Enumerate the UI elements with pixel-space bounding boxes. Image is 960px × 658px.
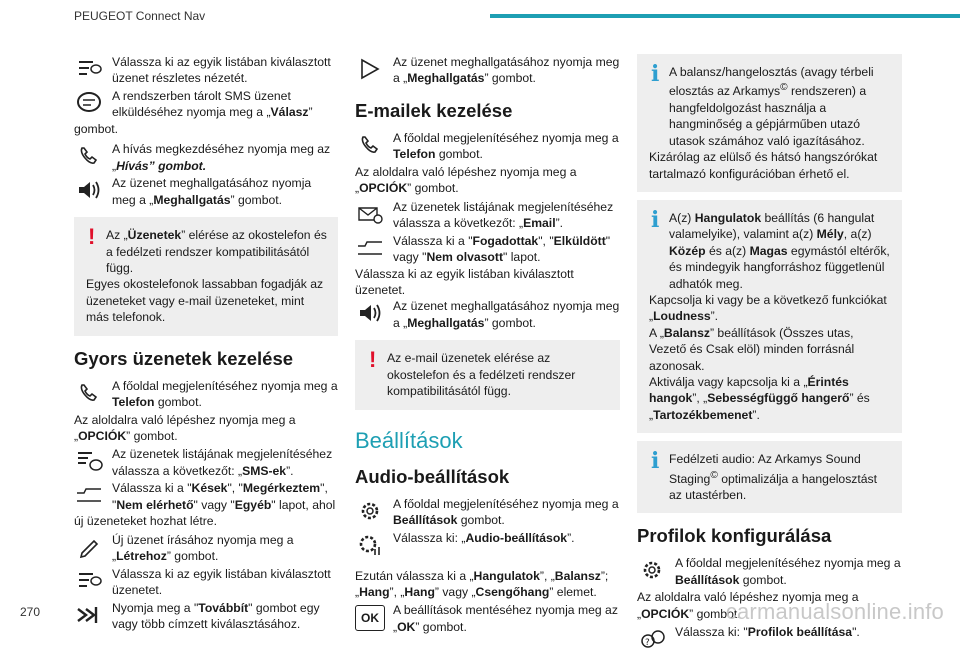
step-text: A hívás megkezdéséhez nyomja meg az „Hívás” gombot. <box>112 142 331 173</box>
note-text: Az „Üzenetek” elérése az okostelefon és a fedélzeti rendszer kompatibilitásától függ. <box>106 228 327 276</box>
section-heading-audio: Audio-beállítások <box>355 465 510 487</box>
step-row <box>355 130 620 164</box>
step-text: A főoldal megjelenítéséhez nyomja meg a Telefon gombot. <box>112 378 338 410</box>
step-text: A főoldal megjelenítéséhez nyomja meg a Telefon gombot. <box>393 131 619 162</box>
profile-icon[interactable] <box>637 625 667 653</box>
step-text: Válassza ki az egyik listában kiválasztott üzenetet. <box>112 566 331 598</box>
note-text: Fedélzeti audio: Az Arkamys Sound Staging© optimalizálja a hangelosztást az utastérben. <box>669 452 878 503</box>
message-list-icon[interactable] <box>74 567 104 595</box>
step-text-plain: Az aloldalra való lépéshez nyomja meg a „OPCIÓK” gombot. <box>355 165 577 196</box>
step-row <box>74 480 338 513</box>
header-title: PEUGEOT Connect Nav <box>74 9 206 23</box>
chapter-heading-settings: Beállítások <box>355 427 463 453</box>
step-row <box>74 532 338 566</box>
step-text-plain: Válassza ki az egyik listában kiválasztott üzenetet. <box>355 266 574 298</box>
section-heading-quick-messages: Gyors üzenetek kezelése <box>74 347 294 369</box>
step-text: Az üzenetek listájának megjelenítéséhez válassza a következőt: „Email”. <box>393 199 614 231</box>
step-text: Az üzenet meghallgatásához nyomja meg a „Meghallgatás” gombot. <box>393 55 620 86</box>
step-row <box>355 233 620 266</box>
step-text: Az üzenet meghallgatásához nyomja meg a „Meghallgatás” gombot. <box>393 299 620 330</box>
step-row <box>74 141 338 175</box>
step-text: A főoldal megjelenítéséhez nyomja meg a Beállítások gombot. <box>393 496 619 528</box>
pen-icon[interactable] <box>74 533 104 561</box>
ok-button-icon[interactable] <box>355 603 385 631</box>
step-text: A rendszerben tárolt SMS üzenet elküldéséhez nyomja meg a „Válasz” <box>112 89 313 120</box>
gear-icon[interactable] <box>637 556 667 584</box>
step-row <box>74 88 338 121</box>
watermark: carmanualsonline.info <box>725 599 944 624</box>
step-row <box>74 54 338 88</box>
step-row <box>355 530 620 564</box>
info-note <box>637 54 902 192</box>
note-text: A(z) Hangulatok beállítás (6 hangulat valamelyike), valamint a(z) Mély, a(z) Közép és a(z) Magas egymástól eltérők, és mindegyik hangforráshoz függetlenül adhatók meg. <box>669 210 890 291</box>
step-text-plain: Az aloldalra való lépéshez nyomja meg a „OPCIÓK” gombot. <box>637 590 859 621</box>
step-text-plain: Ezután válassza ki a „Hangulatok”, „Balansz”; „Hang”, „Hang” vagy „Csengőhang” elemet. <box>355 568 609 600</box>
reply-bubble-icon[interactable] <box>74 89 104 117</box>
step-row <box>74 378 338 412</box>
warning-icon: ! <box>88 224 96 250</box>
note-text: A „Balansz” beállítások (Összes utas, Vezető és Csak elöl) minden forrásnál azonosak. <box>649 325 855 373</box>
step-text: Válassza ki: "Profilok beállítása". <box>675 625 860 640</box>
step-row <box>637 555 902 589</box>
column-left <box>74 54 338 634</box>
step-text: Válassza ki a "Fogadottak", "Elküldött" vagy "Nem olvasott" lapot. <box>393 233 611 265</box>
step-text: Válassza ki az egyik listában kiválasztott üzenet részletes nézetét. <box>112 55 331 86</box>
step-text: Válassza ki: „Audio-beállítások”. <box>393 530 575 545</box>
gear-icon[interactable] <box>355 497 385 525</box>
phone-call-icon[interactable] <box>355 131 385 159</box>
svg-text:?: ? <box>645 638 650 649</box>
message-list-icon[interactable] <box>74 55 104 83</box>
column-right <box>637 54 902 658</box>
note-text: Kizárólag az elülső és hátsó hangszórókat tartalmazó konfigurációban érhető el. <box>649 150 878 181</box>
speaker-icon[interactable] <box>355 299 385 327</box>
note-text: Az e-mail üzenetek elérése az okostelefon és a fedélzeti rendszer kompatibilitásától függ. <box>387 351 576 399</box>
play-icon[interactable] <box>355 55 385 83</box>
speaker-icon[interactable] <box>74 176 104 204</box>
step-row <box>74 175 338 209</box>
tab-selector-icon[interactable] <box>74 481 104 509</box>
info-icon: i <box>651 206 660 233</box>
step-row <box>355 199 620 233</box>
step-text-wrap: új üzeneteket hozhat létre. <box>74 514 217 529</box>
info-note <box>637 441 902 513</box>
info-icon: i <box>651 61 660 87</box>
step-text: Az üzenet meghallgatásához nyomja meg a „Meghallgatás” gombot. <box>112 176 312 207</box>
email-icon[interactable] <box>355 200 385 228</box>
step-row <box>355 54 620 88</box>
section-heading-profiles: Profilok konfigurálása <box>637 525 832 547</box>
section-heading-email: E-mailek kezelése <box>355 100 513 121</box>
ok-button-label: OK <box>355 605 385 631</box>
note-text: Egyes okostelefonok lassabban fogadják az üzeneteket vagy e-mail üzeneteket, mint más telefonok. <box>86 277 324 325</box>
step-text-wrap: gombot. <box>74 121 119 136</box>
forward-icon[interactable] <box>74 601 104 629</box>
info-note <box>637 200 902 433</box>
step-text: A beállítások mentéséhez nyomja meg az „OK” gombot. <box>393 603 618 634</box>
step-row <box>74 446 338 480</box>
step-text: Az üzenetek listájának megjelenítéséhez válassza a következőt: „SMS-ek”. <box>112 447 333 478</box>
header-accent-bar <box>490 14 960 18</box>
note-text: Kapcsolja ki vagy be a következő funkciókat „Loudness”. <box>649 292 887 324</box>
step-row <box>355 602 620 636</box>
step-row <box>355 298 620 332</box>
step-row <box>637 624 902 658</box>
step-text: Új üzenet írásához nyomja meg a „Létrehoz” gombot. <box>112 532 294 564</box>
phone-call-icon[interactable] <box>74 142 104 170</box>
step-text-plain: Az aloldalra való lépéshez nyomja meg a „OPCIÓK” gombot. <box>74 412 296 444</box>
step-row <box>355 496 620 530</box>
sms-list-icon[interactable] <box>74 447 104 475</box>
step-text: Válassza ki a "Kések", "Megérkeztem", "Nem elérhető" vagy "Egyéb" lapot, ahol <box>112 481 336 512</box>
warning-note <box>355 340 620 409</box>
phone-call-icon[interactable] <box>74 379 104 407</box>
step-text: Nyomja meg a "Továbbít" gombot egy vagy több címzett kiválasztásához. <box>112 600 320 632</box>
info-icon: i <box>651 448 660 475</box>
step-row <box>74 600 338 634</box>
tab-selector-icon[interactable] <box>355 234 385 262</box>
page-number: 270 <box>20 605 41 619</box>
audio-settings-icon[interactable] <box>355 531 385 559</box>
warning-note <box>74 217 338 335</box>
column-middle <box>355 54 620 636</box>
warning-icon: ! <box>369 347 377 373</box>
step-text: A főoldal megjelenítéséhez nyomja meg a Beállítások gombot. <box>675 556 901 587</box>
step-row <box>74 566 338 600</box>
note-text: Aktiválja vagy kapcsolja ki a „Érintés hangok”, „Sebességfüggő hangerő” és „Tartozékbemenet”. <box>649 374 870 422</box>
note-text: A balansz/hangelosztás (avagy térbeli elosztás az Arkamys© rendszeren) a hangfeldolgozást használja a hangminőség a gépjárműben utazó utasok számához való igazításához. <box>669 65 874 148</box>
